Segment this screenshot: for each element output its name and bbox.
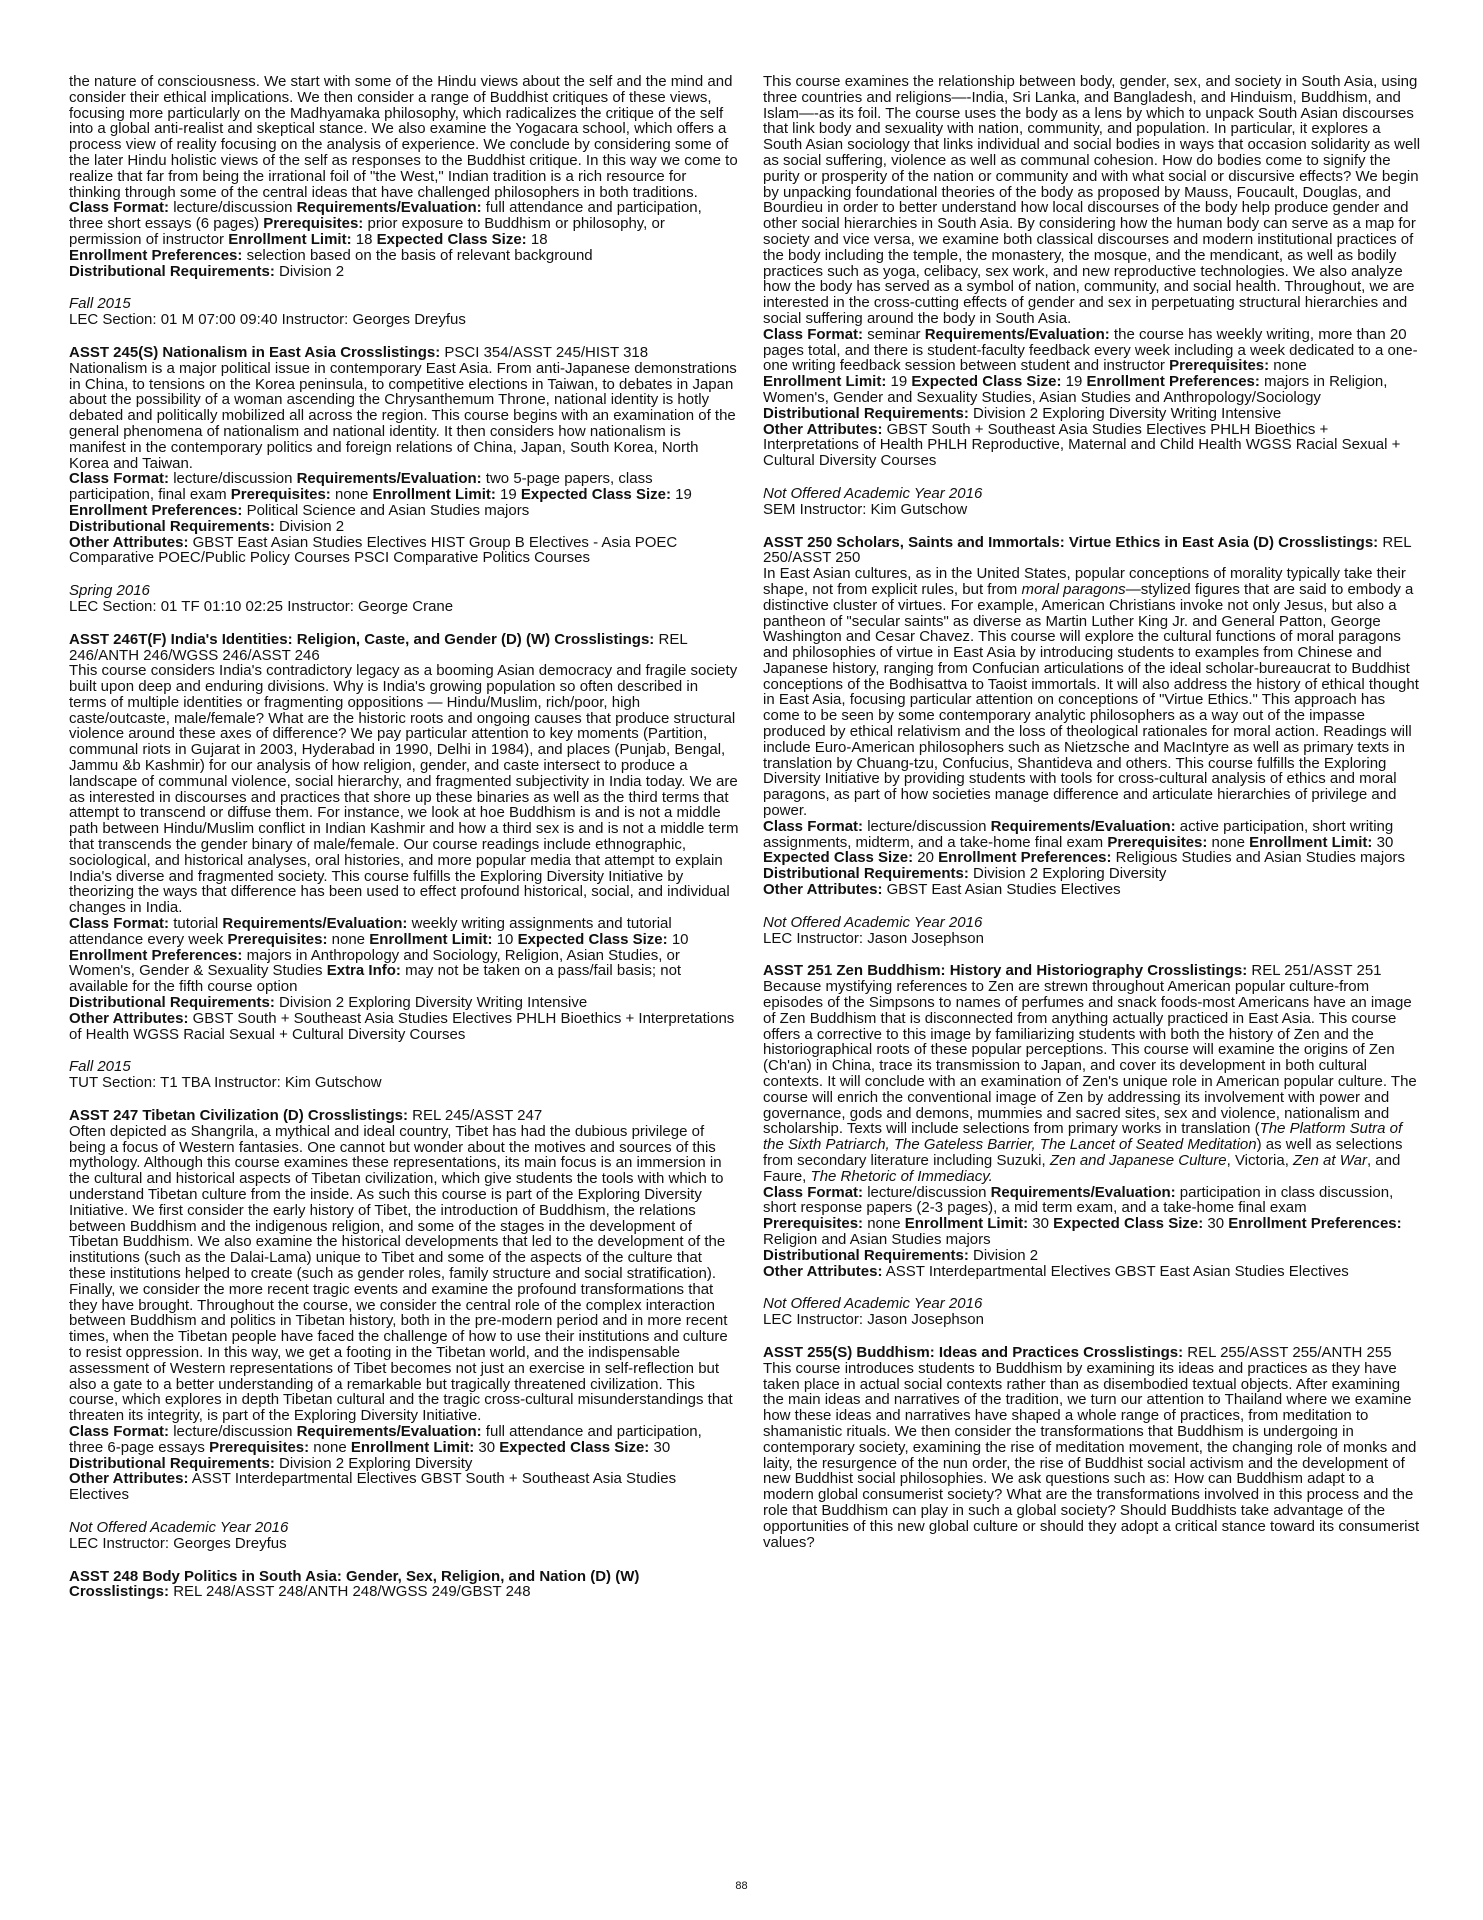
- right-column: [763, 74, 1423, 1550]
- course-details: Class Format: seminar Requirements/Evaluation: the course has weekly writing, more than 20 pages total, and there is student-faculty feedback every week including a week dedicated to a one-one writing feedback session between student and instructor Prerequisites: none Enrollment Limit: 19 Expected Class Size: 19 Enrollment Preferences: majors in Religion, Women's, Gender and Sexuality Studies, Asian Studies and Anthropology/Sociology Distributional Requirements: Division 2 Exploring Diversity Writing Intensive Other Attributes: GBST South + Southeast Asia Studies Electives PHLH Bioethics + Interpretations of Health PHLH Reproductive, Maternal and Child Health WGSS Racial Sexual + Cultural Diversity Courses: [763, 325, 1418, 470]
- course-heading: ASST 255(S) Buddhism: Ideas and Practices Crosslistings: REL 255/ASST 255/ANTH 255: [763, 1343, 1392, 1361]
- section-info: LEC Section: 01 M 07:00 09:40 Instructor: Georges Dreyfus: [69, 311, 466, 329]
- course-details: Class Format: lecture/discussion Requirements/Evaluation: two 5-page papers, class participation, final exam Prerequisites: none Enrollment Limit: 19 Expected Class Size: 19 Enrollment Preferences: Political Science and Asian Studies majors Distributional Requirements: Division 2 Other Attributes: GBST East Asian Studies Electives HIST Group B Electives - Asia POEC Comparative POEC/Public Policy Courses PSCI Comparative Politics Courses: [69, 470, 692, 567]
- course-description: the nature of consciousness. We start with some of the Hindu views about the self and the mind and consider their ethical implications. We then consider a range of Buddhist critiques of these views, focusing more particularly on the Madhyamaka philosophy, which radicalizes the critique of the self into a global anti-realist and skeptical stance. We also examine the Yogacara school, which offers a process view of reality focusing on the analysis of experience. We conclude by considering some of the later Hindu holistic views of the self as responses to the Buddhist critique. In this way we come to realize that far from being the irrational foil of "the West," Indian tradition is a rich resource for thinking through some of the central ideas that have challenged philosophers in both traditions.: [69, 73, 738, 201]
- course-details: Class Format: lecture/discussion Requirements/Evaluation: participation in class discussion, short response papers (2-3 pages), a mid term exam, and a take-home final exam Prerequisites: none Enrollment Limit: 30 Expected Class Size: 30 Enrollment Preferences: Religion and Asian Studies majors Distributional Requirements: Division 2 Other Attributes: ASST Interdepartmental Electives GBST East Asian Studies Electives: [763, 1183, 1402, 1280]
- course-description: This course introduces students to Buddhism by examining its ideas and practices as they have taken place in actual social contexts rather than as disembodied textual objects. After examining the main ideas and narratives of the tradition, we turn our attention to Thailand where we examine how these ideas and narratives have shaped a whole range of practices, from meditation to shamanistic rituals. We then consider the transformations that Buddhism is undergoing in contemporary society, examining the rise of meditation movement, the changing role of monks and laity, the resurgence of the nun order, the rise of Buddhist social activism and the development of new Buddhist social philosophies. We ask questions such as: How can Buddhism adapt to a modern global consumerist society? What are the transformations involved in this process and the role that Buddhism can play in such a global society? Should Buddhists take advantage of the opportunities of this new global culture or should they adopt a critical stance toward its consumerist values?: [763, 1359, 1420, 1551]
- section-info: LEC Instructor: Georges Dreyfus: [69, 1534, 287, 1552]
- page-number: 88: [735, 1880, 748, 1892]
- course-description: Because mystifying references to Zen are strewn throughout American popular culture-from episodes of the Simpsons to names of perfumes and snack foods-most Americans have an image of Zen Buddhism that is disconnected from anything actually practiced in East Asia. This course offers a corrective to this image by familiarizing students with both the history of Zen and the historiographical roots of these popular perceptions. This course will examine the origins of Zen (Ch'an) in China, trace its transmission to Japan, and cover its development in both cultural contexts. It will conclude with an examination of Zen's unique role in American popular culture. The course will enrich the conventional image of Zen by addressing its involvement with power and governance, gods and demons, mummies and sacred sites, sex and violence, nationalism and scholarship. Texts will include selections from primary works in translation (The Platform Sutra of the Sixth Patriarch, The Gateless Barrier, The Lancet of Seated Meditation) as well as selections from secondary literature including Suzuki, Zen and Japanese Culture, Victoria, Zen at War, and Faure, The Rhetoric of Immediacy.: [763, 978, 1417, 1185]
- course-heading: ASST 251 Zen Buddhism: History and Historiography Crosslistings: REL 251/ASST 251: [763, 962, 1382, 980]
- term: Fall 2015: [69, 295, 131, 313]
- course-description: In East Asian cultures, as in the United States, popular conceptions of morality typically take their shape, not from explicit rules, but from moral paragons—stylized figures that are said to embody a distinctive cluster of virtues. For example, American Christians invoke not only Jesus, but also a pantheon of "secular saints" as diverse as Martin Luther King Jr. and General Patton, George Washington and Cesar Chavez. This course will explore the cultural functions of moral paragons and philosophies of virtue in East Asia by introducing students to examples from Chinese and Japanese history, ranging from Confucian articulations of the ideal scholar-bureaucrat to Buddhist conceptions of the Bodhisattva to Taoist immortals. It will also address the history of ethical thought in East Asia, focusing particular attention on conceptions of "Virtue Ethics." This approach has come to be seen by some contemporary analytic philosophers as a way out of the impasse produced by ethical relativism and the loss of theological rationales for moral action. Readings will include Euro-American philosophers such as Nietzsche and MacIntyre as well as primary texts in translation by Chuang-tzu, Confucius, Shantideva and others. This course fulfills the Exploring Diversity Initiative by providing students with tools for cross-cultural analysis of ethics and moral paragons, as part of how societies manage difference and articulate hierarchies of privilege and power.: [763, 565, 1419, 820]
- course-details: Class Format: lecture/discussion Requirements/Evaluation: active participation, short writing assignments, midterm, and a take-home final exam Prerequisites: none Enrollment Limit: 30 Expected Class Size: 20 Enrollment Preferences: Religious Studies and Asian Studies majors Distributional Requirements: Division 2 Exploring Diversity Other Attributes: GBST East Asian Studies Electives: [763, 817, 1406, 899]
- course-heading: ASST 247 Tibetan Civilization (D) Crosslistings: REL 245/ASST 247: [69, 1107, 543, 1125]
- term: Not Offered Academic Year 2016: [763, 1295, 983, 1313]
- term: Not Offered Academic Year 2016: [763, 913, 983, 931]
- course-details: Class Format: lecture/discussion Requirements/Evaluation: full attendance and participation, three short essays (6 pages) Prerequisites: prior exposure to Buddhism or philosophy, or permission of instructor Enrollment Limit: 18 Expected Class Size: 18 Enrollment Preferences: selection based on the basis of relevant background Distributional Requirements: Division 2: [69, 199, 702, 280]
- course-heading: ASST 245(S) Nationalism in East Asia Crosslistings: PSCI 354/ASST 245/HIST 318: [69, 343, 649, 361]
- course-details: Class Format: lecture/discussion Requirements/Evaluation: full attendance and participation, three 6-page essays Prerequisites: none Enrollment Limit: 30 Expected Class Size: 30 Distributional Requirements: Division 2 Exploring Diversity Other Attributes: ASST Interdepartmental Electives GBST South + Southeast Asia Studies Electives: [69, 1422, 702, 1504]
- course-description: Nationalism is a major political issue in contemporary East Asia. From anti-Japanese demonstrations in China, to tensions on the Korea peninsula, to competitive elections in Taiwan, to debates in Japan about the possibility of a woman ascending the Chrysanthemum Throne, national identity is hotly debated and politically mobilized all across the region. This course begins with an examination of the general phenomena of nationalism and national identity. It then considers how nationalism is manifest in the contemporary politics and foreign relations of China, Japan, South Korea, North Korea and Taiwan.: [69, 359, 737, 472]
- course-details: Class Format: tutorial Requirements/Evaluation: weekly writing assignments and tutorial attendance every week Prerequisites: none Enrollment Limit: 10 Expected Class Size: 10 Enrollment Preferences: majors in Anthropology and Sociology, Religion, Asian Studies, or Women's, Gender & Sexuality Studies Extra Info: may not be taken on a pass/fail basis; not available for the fifth course option Distributional Requirements: Division 2 Exploring Diversity Writing Intensive Other Attributes: GBST South + Southeast Asia Studies Electives PHLH Bioethics + Interpretations of Health WGSS Racial Sexual + Cultural Diversity Courses: [69, 915, 735, 1043]
- term: Fall 2015: [69, 1058, 131, 1076]
- term: Spring 2016: [69, 582, 150, 600]
- left-column: [69, 74, 739, 1600]
- course-heading: ASST 250 Scholars, Saints and Immortals: Virtue Ethics in East Asia (D) Crosslistings: REL 250/ASST 250: [763, 533, 1411, 567]
- course-heading: ASST 248 Body Politics in South Asia: Gender, Sex, Religion, and Nation (D) (W) Crosslistings: REL 248/ASST 248/ANTH 248/WGSS 249/GBST 248: [69, 1567, 640, 1601]
- course-description: Often depicted as Shangrila, a mythical and ideal country, Tibet has had the dubious privilege of being a focus of Western fantasies. One cannot but wonder about the motives and sources of this mythology. Although this course examines these representations, its main focus is an immersion in the cultural and historical aspects of Tibetan civilization, which give students the tools with which to understand Tibetan culture from the inside. As such this course is part of the Exploring Diversity Initiative. We first consider the early history of Tibet, the introduction of Buddhism, the relations between Buddhism and the indigenous religion, and some of the stages in the development of Tibetan Buddhism. We also examine the historical developments that led to the development of the institutions (such as the Dalai-Lama) unique to Tibet and some of the aspects of the culture that these institutions helped to create (such as gender roles, family structure and social stratification). Finally, we consider the more recent tragic events and examine the profound transformations that they have brought. Throughout the course, we consider the central role of the complex interaction between Buddhism and politics in Tibetan history, both in the pre-modern period and in more recent times, when the Tibetan people have faced the challenge of how to use their institutions and culture to resist oppression. In this way, we get a footing in the Tibetan world, and the indispensable assessment of Western representations of Tibet becomes not just an exercise in self-reflection but also a gate to a better understanding of a remarkable but tragically threatened civilization. This course, which explores in depth Tibetan cultural and the tragic cross-cultural misunderstandings that threaten its integrity, is part of the Exploring Diversity Initiative.: [69, 1122, 733, 1425]
- section-info: TUT Section: T1 TBA Instructor: Kim Gutschow: [69, 1074, 382, 1092]
- term: Not Offered Academic Year 2016: [69, 1518, 289, 1536]
- course-heading: ASST 246T(F) India's Identities: Religion, Caste, and Gender (D) (W) Crosslistings: REL 246/ANTH 246/WGSS 246/ASST 246: [69, 630, 688, 664]
- section-info: LEC Section: 01 TF 01:10 02:25 Instructor: George Crane: [69, 597, 454, 615]
- section-info: LEC Instructor: Jason Josephson: [763, 1311, 984, 1329]
- course-description: This course examines the relationship between body, gender, sex, and society in South Asia, using three countries and religions—-India, Sri Lanka, and Bangladesh, and Hinduism, Buddhism, and Islam—-as its foil. The course uses the body as a lens by which to unpack South Asian discourses that link body and sexuality with nation, community, and population. In particular, it explores a South Asian sociology that links individual and social bodies in ways that occasion solidarity as well as social suffering, violence as well as communal cohesion. How do bodies come to signify the purity or prosperity of the nation or community and with what social or discursive effects? We begin by unpacking foundational theories of the body as proposed by Mauss, Foucault, Douglas, and Bourdieu in order to better understand how local discourses of the body help produce gender and other social hierarchies in South Asia. By considering how the human body can serve as a map for society and vice versa, we examine both classical discourses and modern institutional practices of the body including the temple, the monastery, the mosque, and the mendicant, as well as bodily practices such as yoga, celibacy, sex work, and new reproductive technologies. We also analyze how the body has served as a symbol of nation, community, and social health. Throughout, we are interested in the cross-cutting effects of gender and sex in perpetuating structural hierarchies and social suffering around the body in South Asia.: [763, 73, 1421, 327]
- section-info: SEM Instructor: Kim Gutschow: [763, 500, 968, 518]
- term: Not Offered Academic Year 2016: [763, 484, 983, 502]
- section-info: LEC Instructor: Jason Josephson: [763, 929, 984, 947]
- course-description: This course considers India's contradictory legacy as a booming Asian democracy and fragile society built upon deep and enduring divisions. Why is India's growing population so often described in terms of multiple identities or fragmenting oppositions — Hindu/Muslim, rich/poor, high caste/outcaste, male/female? What are the historic roots and ongoing causes that produce structural violence around these axes of difference? We pay particular attention to key moments (Partition, communal riots in Gujarat in 2003, Hyderabad in 1990, Delhi in 1984), and places (Punjab, Bengal, Jammu &b Kashmir) for our analysis of how religion, gender, and caste intersect to produce a landscape of communal violence, social hierarchy, and fragmented subjectivity in India today. We are as interested in discourses and practices that shore up these binaries as well as the third terms that attempt to transcend or diffuse them. For instance, we look at hoe Buddhism is and is not a middle path between Hindu/Muslim conflict in Indian Kashmir and how a third sex is and is not a middle term that transcends the gender binary of male/female. Our course readings include ethnographic, sociological, and historical analyses, oral histories, and more popular media that attempt to explain India's diverse and fragmented society. This course fulfills the Exploring Diversity Initiative by theorizing the ways that difference has been used to effect profound historical, social, and individual changes in India.: [69, 662, 739, 917]
